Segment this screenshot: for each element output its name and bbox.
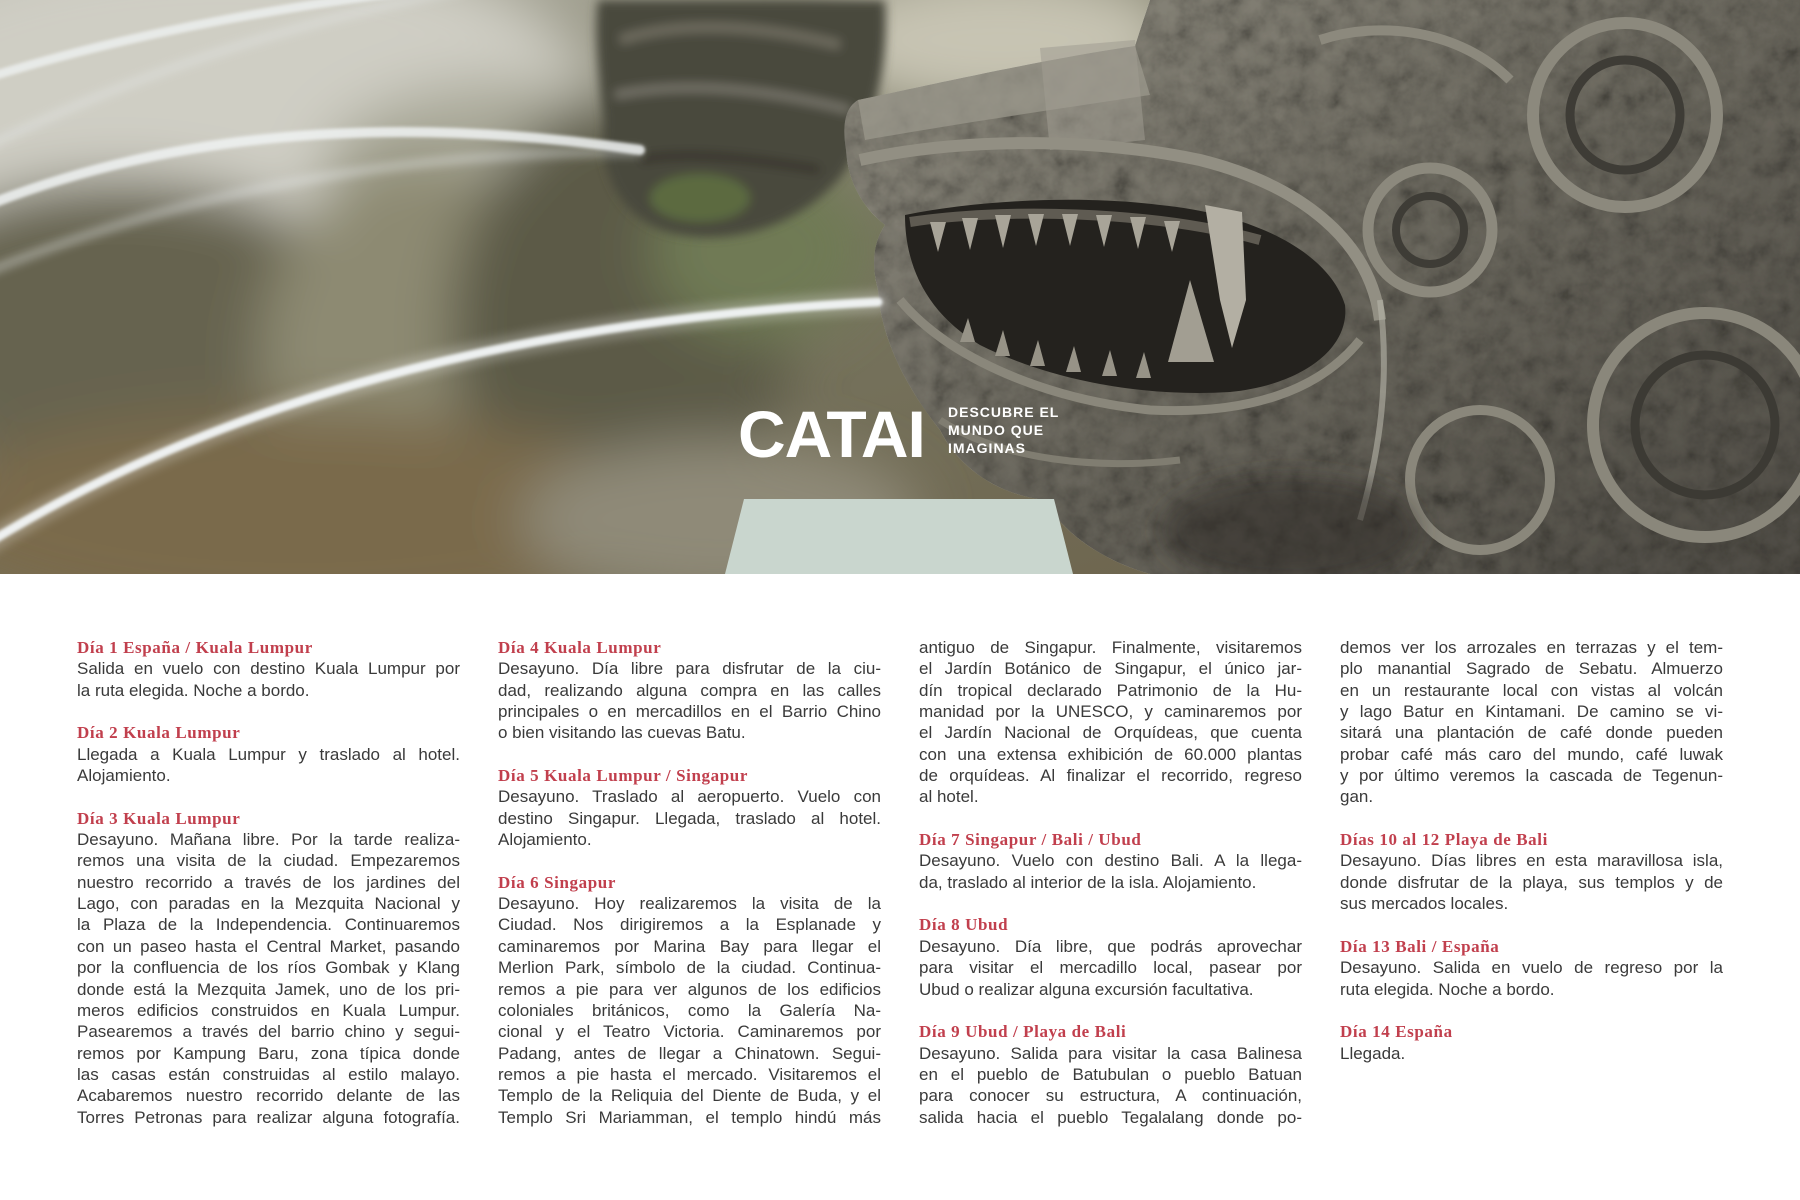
body-line: Desayuno. Salida en vuelo de regreso por la bbox=[1340, 958, 1723, 978]
day-continuation bbox=[919, 637, 1302, 808]
body-line: Desayuno. Día libre, que podrás aprovechar bbox=[919, 936, 1302, 956]
body-line: Salida en vuelo con destino Kuala Lumpur por bbox=[77, 659, 460, 679]
brand-tagline-line: IMAGINAS bbox=[948, 439, 1026, 456]
day-heading: Día 2 Kuala Lumpur bbox=[77, 723, 241, 743]
body-line: con un paseo hasta el Central Market, pasando bbox=[77, 936, 460, 956]
body-line: plo manantial Sagrado de Sebatu. Almuerzo bbox=[1340, 659, 1723, 679]
body-line: coloniales británicos, como la Galería Na- bbox=[498, 1000, 881, 1020]
body-line: probar café más caro del mundo, café luwak bbox=[1340, 744, 1723, 764]
day-heading: Día 1 España / Kuala Lumpur bbox=[77, 638, 313, 657]
day-heading: Día 8 Ubud bbox=[919, 915, 1009, 935]
body-line: Ubud o realizar alguna excursión facultativa. bbox=[919, 979, 1254, 999]
day-heading: Día 14 España bbox=[1340, 1022, 1453, 1042]
body-line: Desayuno. Hoy realizaremos la visita de la bbox=[498, 894, 881, 914]
day-block bbox=[919, 914, 1302, 999]
itinerary-column bbox=[498, 637, 881, 1128]
body-line: dad, realizando alguna compra en las calles bbox=[498, 680, 881, 700]
body-line: ruta elegida. Noche a bordo. bbox=[1340, 979, 1555, 999]
accent-panel bbox=[725, 499, 1073, 574]
body-line: en un restaurante local con vistas al volcán bbox=[1340, 680, 1723, 700]
body-line: caminaremos por Marina Bay para llegar el bbox=[498, 936, 881, 956]
body-line: y lago Batur en Kintamani. De camino se vi- bbox=[1340, 702, 1723, 722]
day-block bbox=[498, 637, 881, 744]
day-block bbox=[919, 829, 1302, 893]
body-line: antiguo de Singapur. Finalmente, visitaremos bbox=[919, 638, 1302, 657]
body-line: remos a pie para ver algunos de los edificios bbox=[498, 979, 881, 999]
day-heading: Día 7 Singapur / Bali / Ubud bbox=[919, 830, 1142, 850]
body-line: donde disfrutar de la playa, sus templos y de bbox=[1340, 872, 1723, 892]
day-block bbox=[498, 872, 881, 1128]
body-line: Acabaremos nuestro recorrido delante de las bbox=[77, 1086, 460, 1106]
body-line: remos por Kampung Baru, zona típica donde bbox=[77, 1043, 460, 1063]
body-line: con una extensa exhibición de 60.000 plantas bbox=[919, 744, 1302, 764]
day-block bbox=[1340, 1021, 1723, 1064]
brand-tagline-line: MUNDO QUE bbox=[948, 421, 1045, 438]
body-line: Desayuno. Salida para visitar la casa Balinesa bbox=[919, 1043, 1302, 1063]
brand-name: CATAI bbox=[738, 397, 925, 471]
day-heading: Día 5 Kuala Lumpur / Singapur bbox=[498, 766, 748, 786]
day-heading: Día 4 Kuala Lumpur bbox=[498, 638, 662, 657]
brand-tagline-line: DESCUBRE EL bbox=[948, 404, 1060, 420]
body-line: meros edificios construidos en Kuala Lumpur. bbox=[77, 1000, 460, 1020]
day-block bbox=[77, 808, 460, 1128]
body-line: las casas están construidas al estilo malayo. bbox=[77, 1064, 460, 1084]
body-line: destino Singapur. Llegada, traslado al hotel. bbox=[498, 808, 881, 828]
body-line: Padang, antes de llegar a Chinatown. Segui- bbox=[498, 1043, 881, 1063]
body-line: el Jardín Nacional de Orquídeas, que cuenta bbox=[919, 723, 1302, 743]
day-block bbox=[1340, 936, 1723, 1000]
day-block bbox=[77, 722, 460, 786]
body-line: sus mercados locales. bbox=[1340, 894, 1509, 914]
body-line: Desayuno. Día libre para disfrutar de la ciu- bbox=[498, 659, 881, 679]
body-line: por la confluencia de los ríos Gombak y Klang bbox=[77, 958, 460, 978]
body-line: el Jardín Botánico de Singapur, el único jar- bbox=[919, 659, 1302, 679]
body-line: principales o en mercadillos en el Barrio Chino bbox=[498, 702, 881, 722]
body-line: Pasearemos a través del barrio chino y segui- bbox=[77, 1022, 460, 1042]
day-heading: Día 3 Kuala Lumpur bbox=[77, 808, 241, 828]
body-line: salida hacia el pueblo Tegalalang donde po- bbox=[919, 1107, 1302, 1127]
itinerary-column bbox=[1340, 637, 1723, 1128]
day-block bbox=[919, 1021, 1302, 1128]
body-line: en el pueblo de Batubulan o pueblo Batuan bbox=[919, 1064, 1302, 1084]
hero-photo-graphic bbox=[0, 0, 1800, 574]
hero-photo bbox=[0, 0, 1800, 574]
body-line: sitará una plantación de café donde pueden bbox=[1340, 723, 1723, 743]
day-block bbox=[77, 637, 460, 701]
brand-logo bbox=[738, 397, 1060, 471]
body-line: Merlion Park, símbolo de la ciudad. Continua- bbox=[498, 958, 881, 978]
day-block bbox=[1340, 829, 1723, 914]
body-line: Lago, con paradas en la Mezquita Nacional y bbox=[77, 894, 460, 914]
body-line: cional y el Teatro Victoria. Caminaremos por bbox=[498, 1022, 881, 1042]
body-line: donde está la Mezquita Jamek, uno de los pri- bbox=[77, 979, 460, 999]
body-line: y por último veremos la cascada de Tegenun- bbox=[1340, 766, 1723, 786]
body-line: al hotel. bbox=[919, 787, 979, 807]
body-line: Torres Petronas para realizar alguna fotografía. bbox=[77, 1107, 460, 1127]
body-line: Templo Sri Mariamman, el templo hindú más bbox=[498, 1107, 881, 1127]
body-line: la Plaza de la Independencia. Continuaremos bbox=[77, 915, 460, 935]
body-line: o bien visitando las cuevas Batu. bbox=[498, 723, 746, 743]
body-line: la ruta elegida. Noche a bordo. bbox=[77, 680, 310, 700]
body-line: remos a pie hasta el mercado. Visitaremos el bbox=[498, 1064, 881, 1084]
body-line: Llegada. bbox=[1340, 1043, 1406, 1063]
brand-tagline bbox=[948, 404, 1059, 457]
body-line: gan. bbox=[1340, 787, 1374, 807]
body-line: Templo de la Reliquia del Diente de Buda, y el bbox=[498, 1086, 881, 1106]
itinerary bbox=[77, 637, 1723, 1128]
body-line: Desayuno. Vuelo con destino Bali. A la llega- bbox=[919, 851, 1302, 871]
body-line: para conocer su estructura, A continuación, bbox=[919, 1086, 1302, 1106]
day-heading: Días 10 al 12 Playa de Bali bbox=[1340, 830, 1548, 850]
day-heading: Día 9 Ubud / Playa de Bali bbox=[919, 1022, 1127, 1042]
body-line: remos una visita de la ciudad. Empezaremos bbox=[77, 851, 460, 871]
body-line: Alojamiento. bbox=[498, 830, 592, 850]
body-line: demos ver los arrozales en terrazas y el tem- bbox=[1340, 638, 1723, 657]
body-line: de orquídeas. Al finalizar el recorrido, regreso bbox=[919, 766, 1302, 786]
body-line: Desayuno. Traslado al aeropuerto. Vuelo con bbox=[498, 787, 881, 807]
body-line: Desayuno. Mañana libre. Por la tarde realiza- bbox=[77, 830, 460, 850]
body-line: Desayuno. Días libres en esta maravillosa isla, bbox=[1340, 851, 1723, 871]
body-line: dín tropical declarado Patrimonio de la Hu- bbox=[919, 680, 1302, 700]
day-heading: Día 6 Singapur bbox=[498, 872, 616, 892]
body-line: manidad por la UNESCO, y caminaremos por bbox=[919, 702, 1302, 722]
body-line: Ciudad. Nos dirigiremos a la Esplanade y bbox=[498, 915, 881, 935]
body-line: da, traslado al interior de la isla. Alojamiento. bbox=[919, 872, 1257, 892]
day-block bbox=[498, 765, 881, 850]
itinerary-column bbox=[77, 637, 460, 1128]
itinerary-column bbox=[919, 637, 1302, 1128]
day-heading: Día 13 Bali / España bbox=[1340, 936, 1500, 956]
body-line: Llegada a Kuala Lumpur y traslado al hotel. bbox=[77, 744, 460, 764]
body-line: para visitar el mercadillo local, pasear por bbox=[919, 958, 1302, 978]
day-continuation bbox=[1340, 637, 1723, 808]
body-line: Alojamiento. bbox=[77, 766, 171, 786]
body-line: nuestro recorrido a través de los jardines del bbox=[77, 872, 460, 892]
